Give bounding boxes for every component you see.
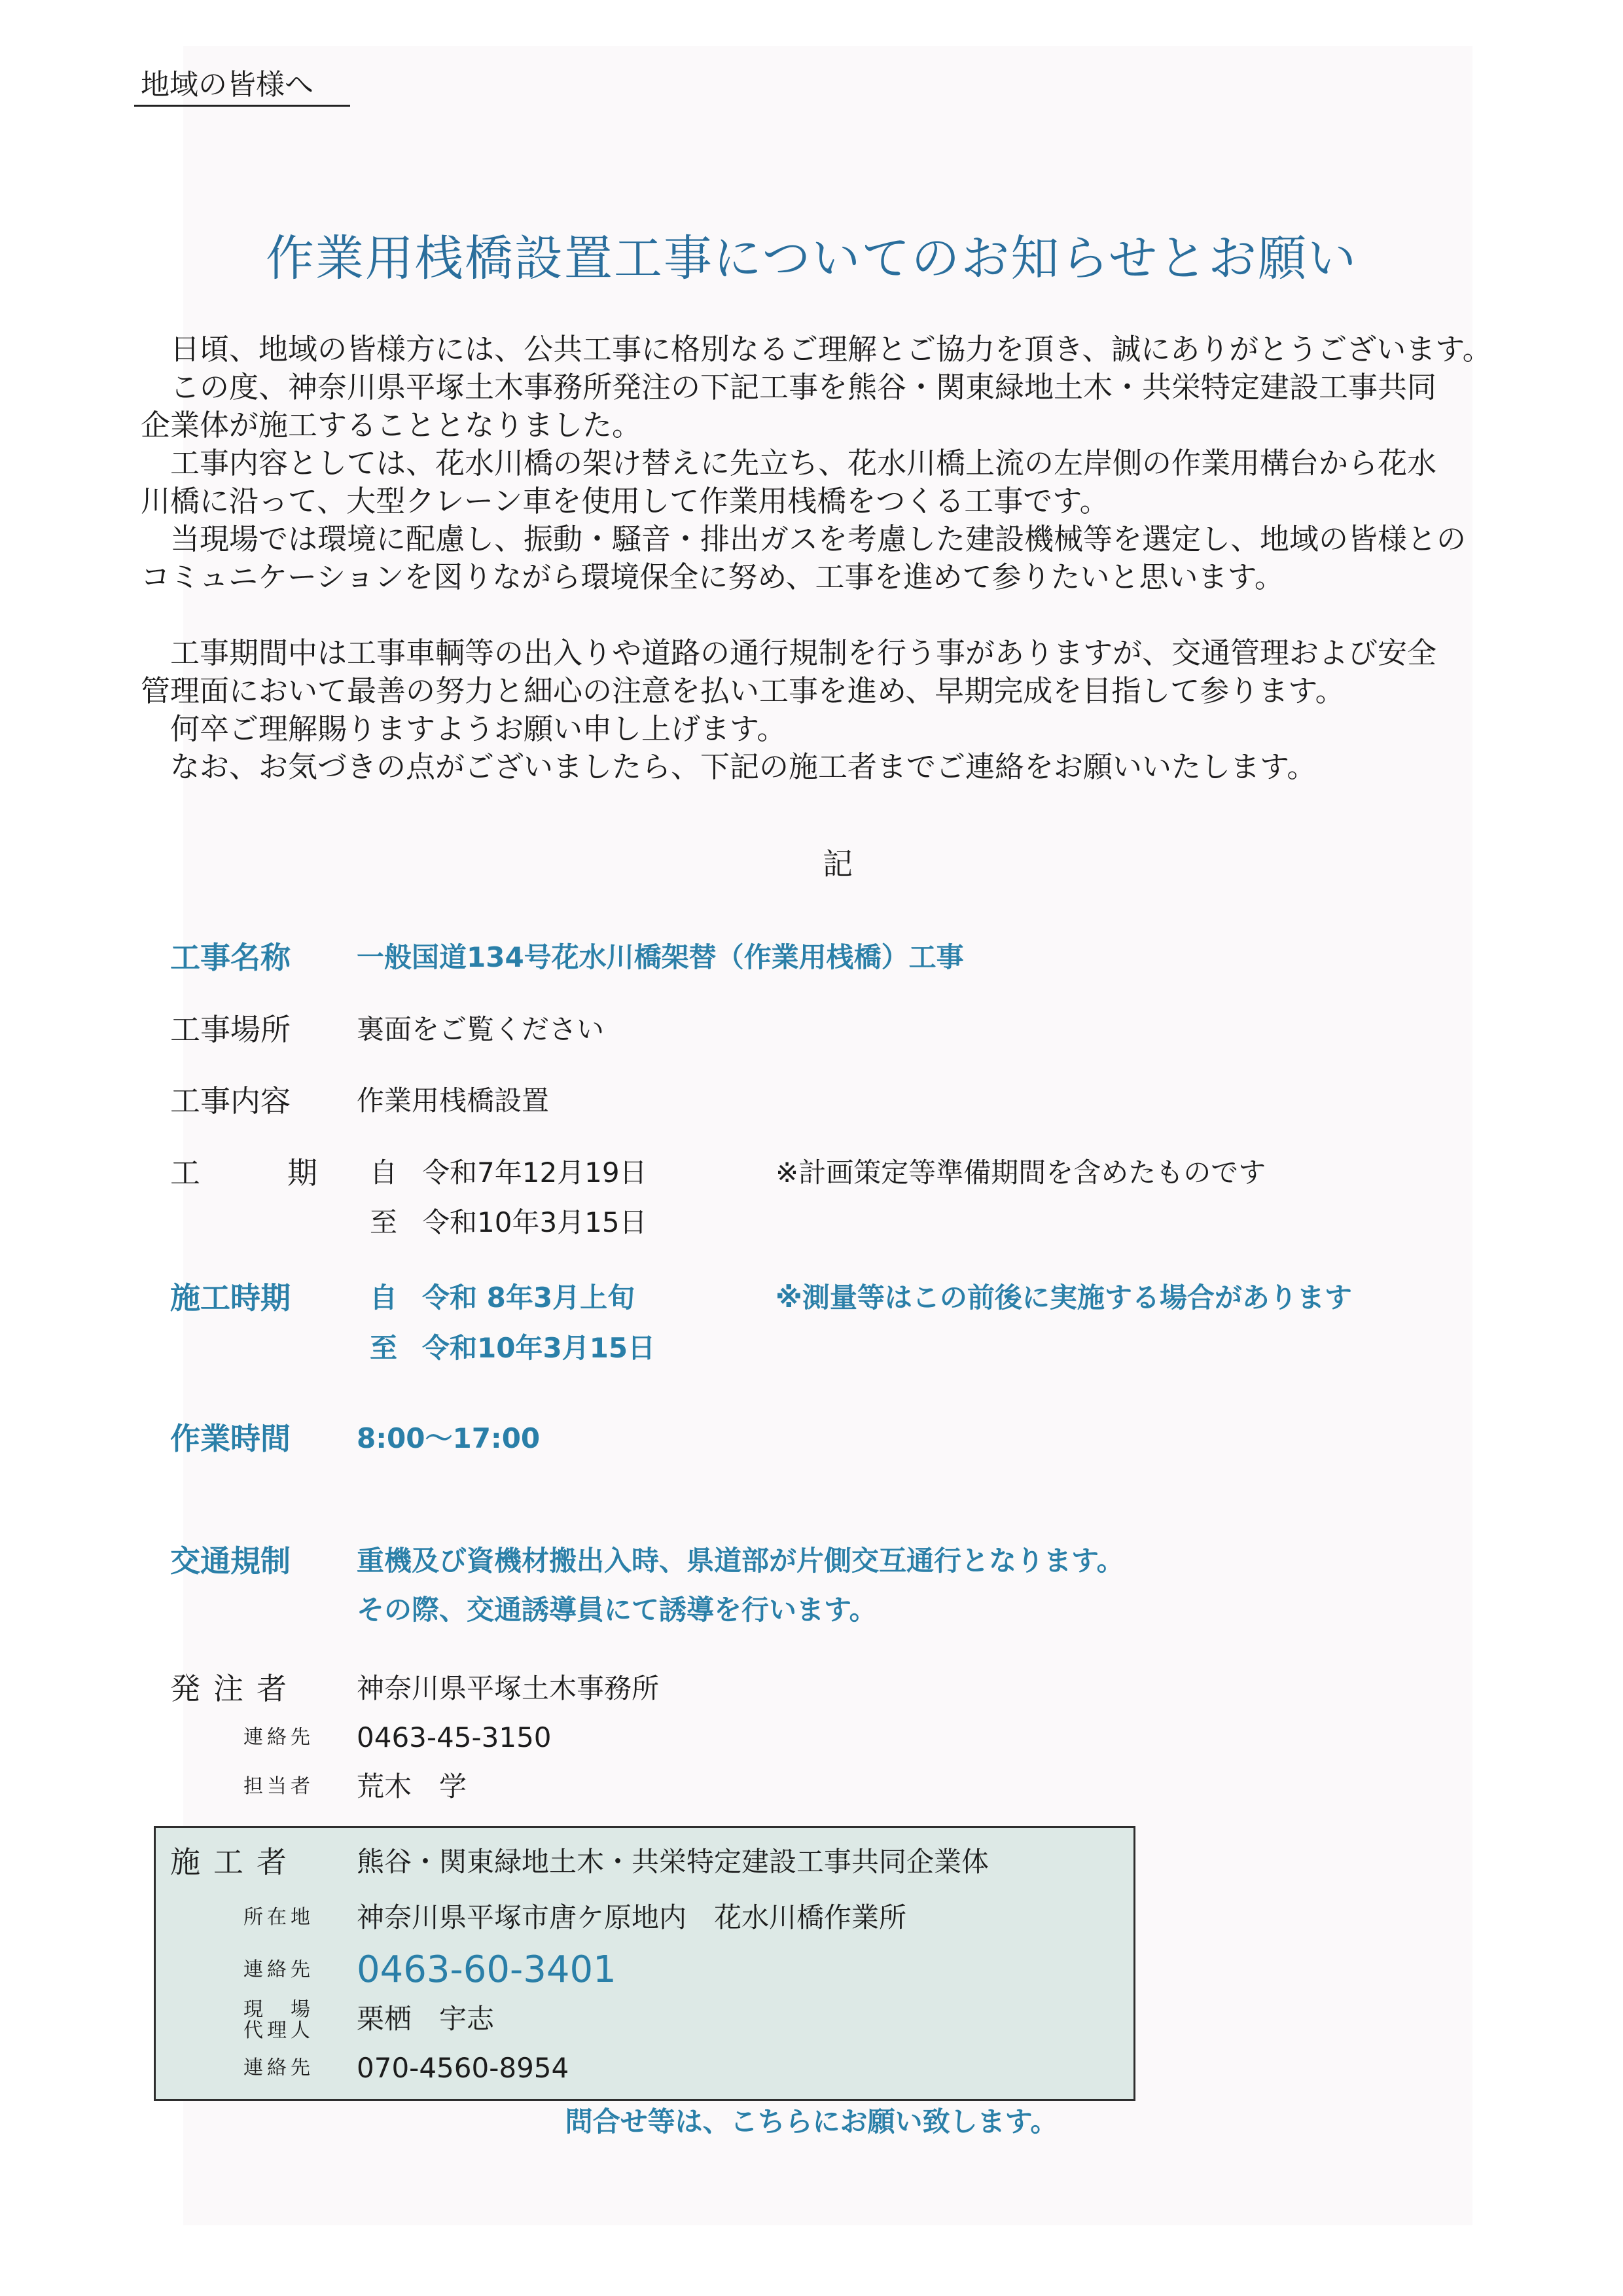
client-name: 神奈川県平塚土木事務所 [357,1672,660,1704]
project-name-value: 一般国道134号花水川橋架替（作業用桟橋）工事 [357,941,964,973]
project-location-value: 裏面をご覧ください [357,1013,605,1045]
period-to-date: 令和10年3月15日 [422,1206,647,1238]
project-period-label-char: 工 [170,1155,200,1191]
construction-from-mark: 自 [370,1282,398,1314]
contractor-agent-label-line: 代理人 [243,2019,314,2042]
body-paragraph: 工事期間中は工事車輌等の出入りや道路の通行規制を行う事がありますが、交通管理および安全 管理面において最善の努力と細心の注意を払い工事を進め、早期完成を目指して参ります。 [141,636,1437,708]
construction-period-label: 施工時期 [170,1280,291,1316]
project-content-value: 作業用桟橋設置 [357,1085,550,1117]
work-hours-label: 作業時間 [170,1421,291,1456]
period-from-mark: 自 [370,1157,398,1189]
period-from-date: 令和7年12月19日 [422,1157,647,1189]
project-period-label-char: 期 [287,1155,317,1191]
client-person: 荒木 学 [357,1770,467,1803]
contractor-agent-contact-label: 連絡先 [243,2056,314,2079]
paragraph-gap [141,596,1525,634]
client-person-label: 担当者 [243,1775,314,1798]
body-paragraph: なお、お気づきの点がございましたら、下記の施工者までご連絡をお願いいたします。 [141,749,1317,784]
page-title: 作業用桟橋設置工事についてのお知らせとお願い [265,230,1358,287]
traffic-label: 交通規制 [170,1543,291,1579]
body-paragraph: 何卒ご理解賜りますようお願い申し上げます。 [141,711,787,746]
contractor-agent-label-line: 現 場 [243,1998,314,2021]
body-paragraph: 工事内容としては、花水川橋の架け替えに先立ち、花水川橋上流の左岸側の作業用構台から花水 川橋に沿って、大型クレーン車を使用して作業用桟橋をつくる工事です。 [141,446,1437,518]
closing-note: 問合せ等は、こちらにお願い致します。 [565,2106,1058,2138]
addressee-heading: 地域の皆様へ [134,65,350,107]
project-content-label: 工事内容 [170,1083,291,1119]
contractor-label: 施工者 [170,1844,300,1880]
work-hours-value: 8:00～17:00 [357,1422,541,1454]
contractor-phone: 0463-60-3401 [357,1948,616,1991]
contractor-address: 神奈川県平塚市唐ケ原地内 花水川橋作業所 [357,1901,907,1933]
client-contact-label: 連絡先 [243,1726,314,1749]
contractor-agent: 栗栖 宇志 [357,2003,495,2035]
client-phone: 0463-45-3150 [357,1721,552,1753]
construction-to-date: 令和10年3月15日 [422,1332,656,1364]
traffic-line-2: その際、交通誘導員にて誘導を行います。 [357,1594,877,1626]
contractor-contact-label: 連絡先 [243,1958,314,1981]
body-paragraph: 日頃、地域の皆様方には、公共工事に格別なるご理解とご協力を頂き、誠にありがとうございます。 [141,332,1492,367]
body-text [141,331,1525,786]
body-paragraph: この度、神奈川県平塚土木事務所発注の下記工事を熊谷・関東緑地土木・共栄特定建設工事共同 企業体が施工することとなりました。 [141,370,1437,442]
period-to-mark: 至 [370,1206,398,1238]
contractor-name: 熊谷・関東緑地土木・共栄特定建設工事共同企業体 [357,1846,990,1878]
project-location-label: 工事場所 [170,1012,291,1047]
contractor-agent-label [243,2000,329,2041]
project-period-label [170,1153,317,1193]
client-label: 発注者 [170,1671,300,1706]
period-note: ※計画策定等準備期間を含めたものです [776,1157,1266,1189]
construction-note: ※測量等はこの前後に実施する場合があります [776,1282,1352,1314]
ki-heading: 記 [823,846,853,882]
construction-from-date: 令和 8年3月上旬 [422,1282,635,1314]
project-name-label: 工事名称 [170,940,291,975]
construction-to-mark: 至 [370,1332,398,1364]
contractor-address-label: 所在地 [243,1906,314,1929]
contractor-agent-phone: 070-4560-8954 [357,2052,569,2084]
traffic-line-1: 重機及び資機材搬出入時、県道部が片側交互通行となります。 [357,1545,1124,1577]
body-paragraph: 当現場では環境に配慮し、振動・騒音・排出ガスを考慮した建設機械等を選定し、地域の皆様との コミュニケーションを図りながら環境保全に努め、工事を進めて参りたいと思います。 [141,522,1467,594]
